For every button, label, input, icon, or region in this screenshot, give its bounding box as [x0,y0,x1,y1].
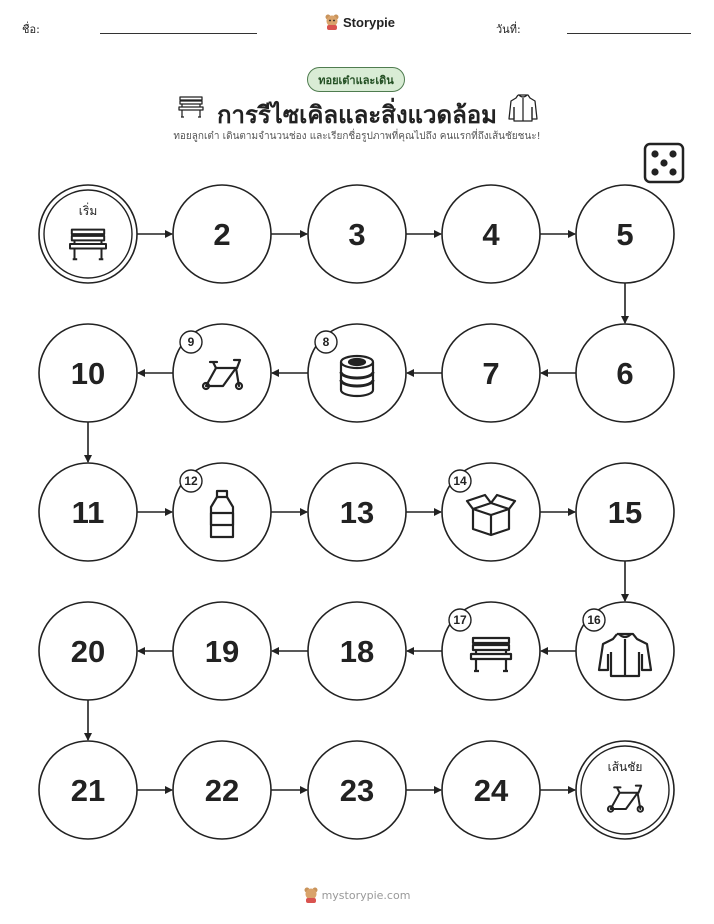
board-space-9 [173,324,271,422]
activity-badge: ทอยเต๋าและเดิน [307,67,405,92]
board-space-15 [576,463,674,561]
space-number-tag: 9 [187,335,195,349]
board-space-10 [39,324,137,422]
board-space-23 [308,741,406,839]
start-label: เริ่ม [78,204,98,218]
space-number: 15 [607,495,643,530]
page-title: การรีไซเคิลและสิ่งแวดล้อม [216,101,498,129]
board-space-22 [173,741,271,839]
space-number: 22 [204,773,240,808]
space-number: 5 [616,217,634,252]
space-number-tag: 16 [587,613,601,627]
board-space-17 [442,602,540,700]
board-space-13 [308,463,406,561]
space-number: 7 [482,356,500,391]
board-space-14 [442,463,540,561]
space-number: 19 [204,634,240,669]
footer-url: mystorypie.com [321,888,411,902]
board-space-21 [39,741,137,839]
board-space-8 [308,324,406,422]
space-number: 6 [616,356,634,391]
brand-name: Storypie [343,14,396,30]
bear-mascot-icon [304,887,318,903]
board-space-3 [308,185,406,283]
board-space-12 [173,463,271,561]
space-number-tag: 14 [453,474,467,488]
board-space-11 [39,463,137,561]
space-number: 4 [482,217,500,252]
board-space-4 [442,185,540,283]
space-number: 18 [339,634,375,669]
board-space-24 [442,741,540,839]
start-space [39,185,137,283]
board-space-2 [173,185,271,283]
space-number-tag: 8 [322,335,330,349]
space-number-tag: 12 [184,474,198,488]
name-label: ชื่อ: [22,23,40,36]
space-number: 2 [213,217,231,252]
space-number: 23 [339,773,375,808]
board-space-20 [39,602,137,700]
board-space-5 [576,185,674,283]
space-number: 13 [339,495,375,530]
footer [0,887,714,903]
finish-space [576,741,674,839]
board-space-7 [442,324,540,422]
board-space-19 [173,602,271,700]
space-number: 11 [71,495,105,530]
date-label: วันที่: [496,23,521,36]
space-number: 20 [70,634,106,669]
space-number-tag: 17 [453,613,467,627]
space-number: 21 [70,773,106,808]
instructions: ทอยลูกเต๋า เดินตามจำนวนช่อง และเรียกชื่อรูปภาพที่คุณไปถึง คนแรกที่ถึงเส้นชัยชนะ! [173,131,541,142]
board-space-18 [308,602,406,700]
board-space-6 [576,324,674,422]
space-number: 3 [348,217,366,252]
board-space-16 [576,602,674,700]
space-number: 24 [473,773,509,808]
space-number: 10 [70,356,106,391]
finish-label: เส้นชัย [607,760,643,774]
